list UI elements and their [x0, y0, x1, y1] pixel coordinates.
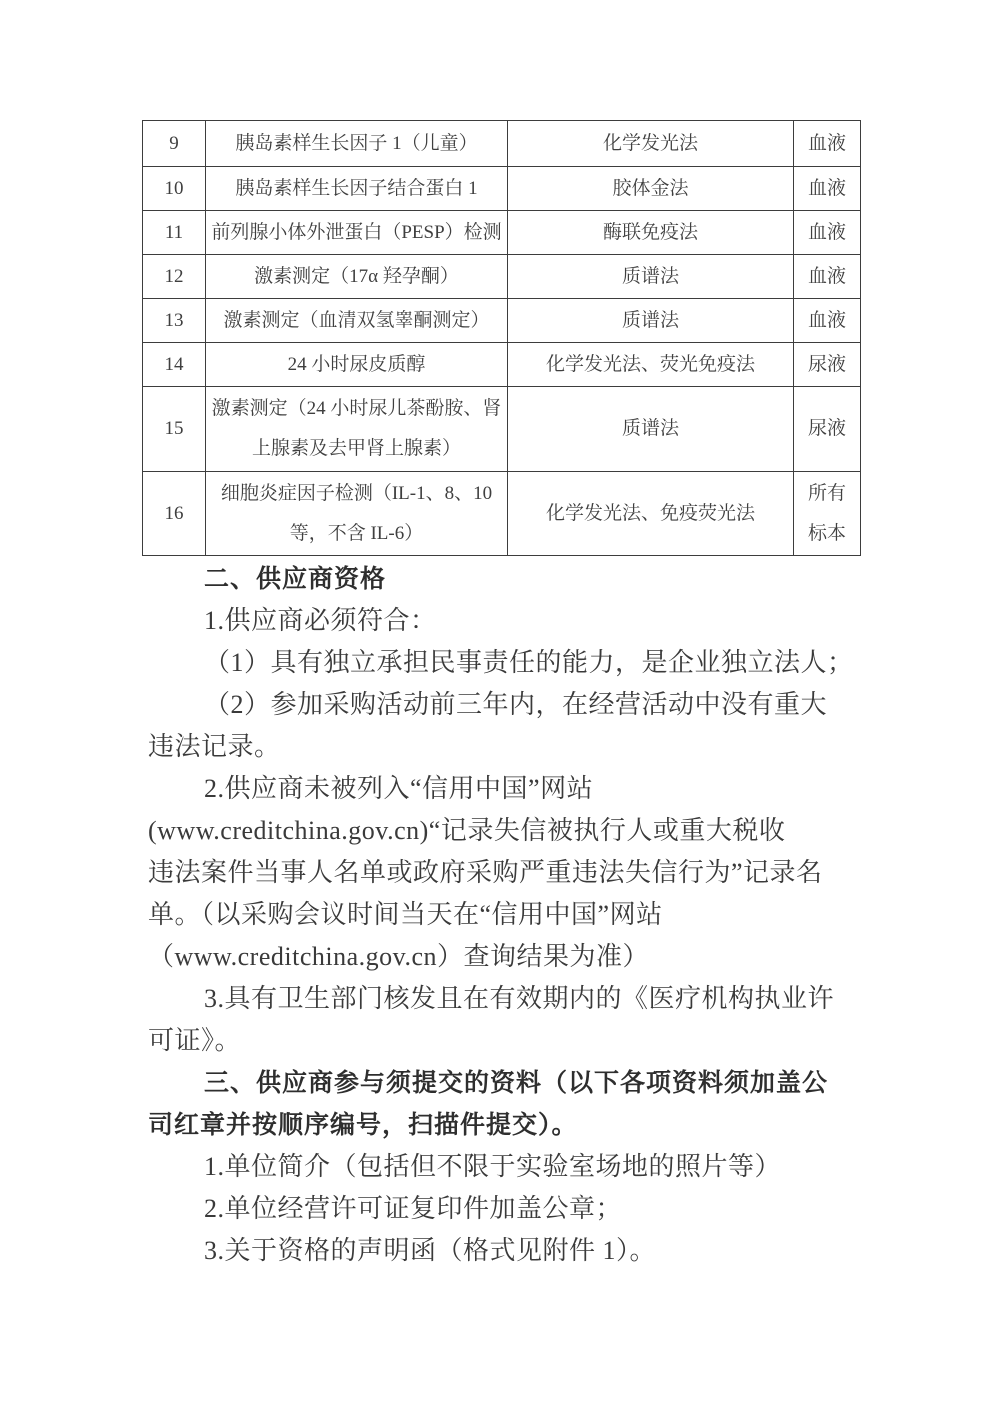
- table-row: [143, 387, 861, 472]
- row-number-cell: 11: [143, 211, 206, 255]
- item-name-cell: 前列腺小体外泄蛋白（PESP）检测: [206, 211, 508, 255]
- table-row: [143, 167, 861, 211]
- paragraph-line: (www.creditchina.gov.cn)“记录失信被执行人或重大税收: [148, 816, 786, 845]
- paragraph-line: （1）具有独立承担民事责任的能力，是企业独立法人；: [204, 648, 854, 677]
- item-name-cell: 细胞炎症因子检测（IL-1、8、10 等，不含 IL-6）: [206, 472, 508, 556]
- test-items-table-body: [143, 121, 861, 556]
- row-number-cell: 12: [143, 255, 206, 299]
- sample-type-cell: 血液: [794, 121, 861, 167]
- row-number-cell: 15: [143, 387, 206, 472]
- item-name-cell: 激素测定（17α 羟孕酮）: [206, 255, 508, 299]
- paragraph-line: 2.供应商未被列入“信用中国”网站: [204, 774, 594, 803]
- paragraph-line: 2.单位经营许可证复印件加盖公章；: [204, 1194, 623, 1223]
- method-cell: 质谱法: [508, 387, 794, 472]
- section-heading-line: 三、供应商参与须提交的资料（以下各项资料须加盖公: [204, 1069, 829, 1097]
- sample-type-cell: 血液: [794, 211, 861, 255]
- table-row: [143, 255, 861, 299]
- paragraph-line: 可证》。: [148, 1026, 242, 1055]
- sample-type-cell: 尿液: [794, 343, 861, 387]
- row-number-cell: 14: [143, 343, 206, 387]
- paragraph-line: 1.单位简介（包括但不限于实验室场地的照片等）: [204, 1152, 782, 1181]
- method-cell: 化学发光法、免疫荧光法: [508, 472, 794, 556]
- method-cell: 酶联免疫法: [508, 211, 794, 255]
- test-items-table: [142, 120, 861, 556]
- sample-type-cell: 血液: [794, 255, 861, 299]
- item-name-cell: 胰岛素样生长因子 1（儿童）: [206, 121, 508, 167]
- table-row: [143, 472, 861, 556]
- sample-type-cell: 血液: [794, 167, 861, 211]
- method-cell: 质谱法: [508, 299, 794, 343]
- sample-type-cell: 尿液: [794, 387, 861, 472]
- row-number-cell: 9: [143, 121, 206, 167]
- paragraph-line: 单。（以采购会议时间当天在“信用中国”网站: [148, 900, 663, 929]
- paragraph-line: 3.具有卫生部门核发且在有效期内的《医疗机构执业许: [204, 984, 835, 1013]
- item-name-cell: 胰岛素样生长因子结合蛋白 1: [206, 167, 508, 211]
- paragraph-line: 违法记录。: [148, 732, 281, 761]
- table-row: [143, 299, 861, 343]
- paragraph-line: （www.creditchina.gov.cn）查询结果为准）: [148, 942, 649, 971]
- item-name-cell: 24 小时尿皮质醇: [206, 343, 508, 387]
- row-number-cell: 16: [143, 472, 206, 556]
- item-name-cell: 激素测定（血清双氢睾酮测定）: [206, 299, 508, 343]
- paragraph-line: 1.供应商必须符合：: [204, 606, 437, 635]
- sample-type-cell: 所有标本: [794, 472, 861, 556]
- paragraph-line: （2）参加采购活动前三年内，在经营活动中没有重大: [204, 690, 828, 719]
- row-number-cell: 13: [143, 299, 206, 343]
- section-heading-line: 二、供应商资格: [204, 565, 387, 593]
- table-row: [143, 211, 861, 255]
- method-cell: 胶体金法: [508, 167, 794, 211]
- row-number-cell: 10: [143, 167, 206, 211]
- sample-type-cell: 血液: [794, 299, 861, 343]
- section-heading-line: 司红章并按顺序编号，扫描件提交）。: [148, 1111, 578, 1139]
- table-row: [143, 343, 861, 387]
- item-name-cell: 激素测定（24 小时尿儿茶酚胺、肾上腺素及去甲肾上腺素）: [206, 387, 508, 472]
- table-row: [143, 121, 861, 167]
- paragraph-line: 3.关于资格的声明函（格式见附件 1）。: [204, 1236, 657, 1265]
- method-cell: 质谱法: [508, 255, 794, 299]
- paragraph-line: 违法案件当事人名单或政府采购严重违法失信行为”记录名: [148, 858, 823, 887]
- document-body: [148, 558, 860, 1272]
- method-cell: 化学发光法: [508, 121, 794, 167]
- method-cell: 化学发光法、荧光免疫法: [508, 343, 794, 387]
